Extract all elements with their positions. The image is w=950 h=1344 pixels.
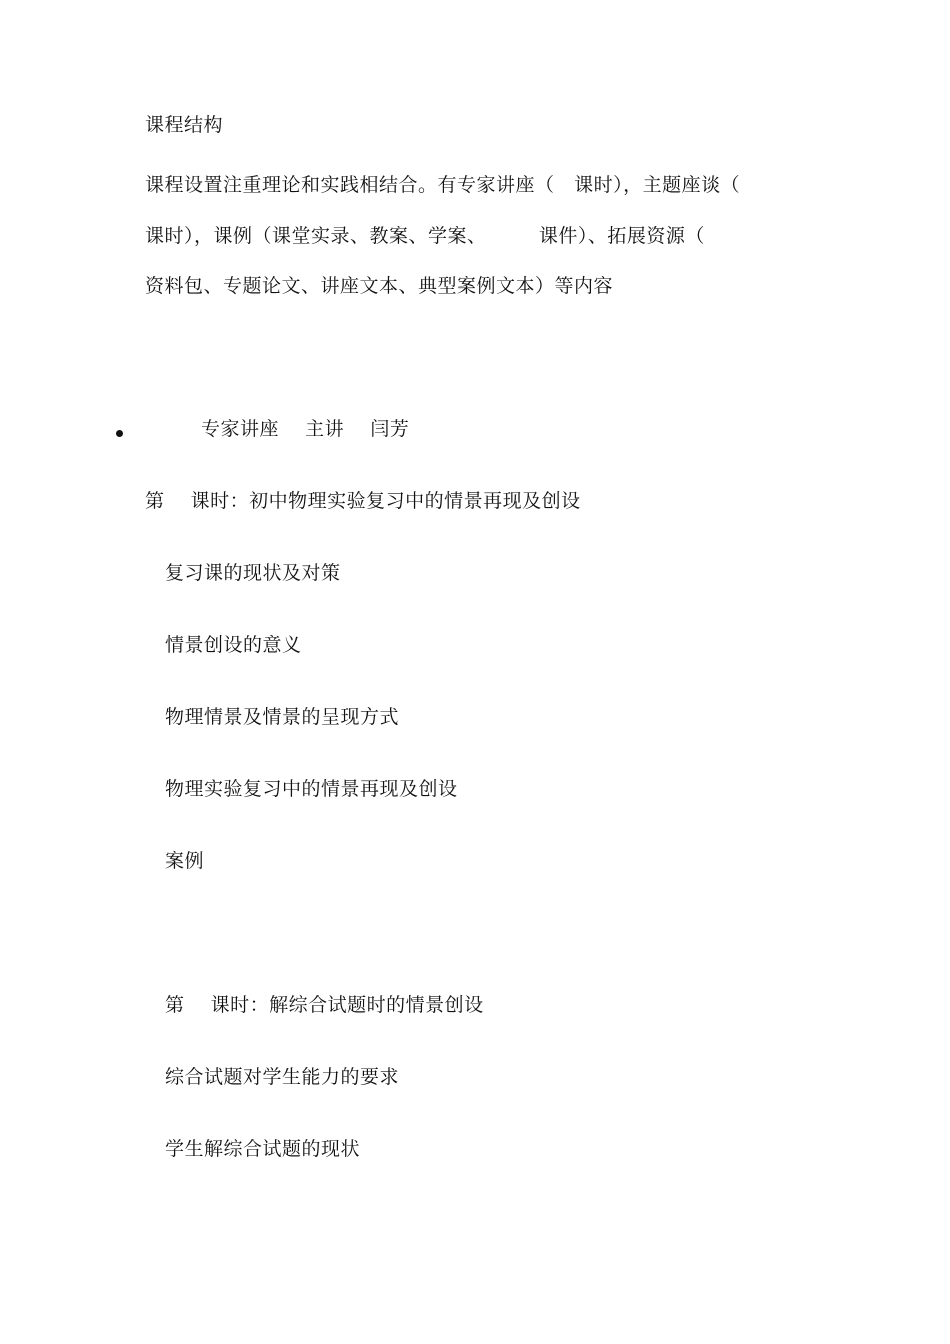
intro-paragraph-line-3: 资料包、专题论文、讲座文本、典型案例文本）等内容 bbox=[145, 275, 614, 297]
lesson-1-item: 复习课的现状及对策 bbox=[165, 562, 341, 584]
lesson-2-item: 学生解综合试题的现状 bbox=[165, 1138, 361, 1160]
lecture-header: 专家讲座 主讲 闫芳 bbox=[201, 418, 410, 440]
intro-paragraph-line-2: 课时），课例（课堂实录、教案、学案、 课件）、拓展资源（ bbox=[145, 225, 705, 247]
lesson-1-item: 情景创设的意义 bbox=[165, 634, 302, 656]
lesson-2-title: 第 课时：解综合试题时的情景创设 bbox=[165, 994, 484, 1016]
lesson-1-item: 物理实验复习中的情景再现及创设 bbox=[165, 778, 458, 800]
section-title: 课程结构 bbox=[145, 114, 224, 136]
lesson-1-item: 物理情景及情景的呈现方式 bbox=[165, 706, 400, 728]
lesson-1-item: 案例 bbox=[165, 850, 205, 872]
intro-paragraph-line-1: 课程设置注重理论和实践相结合。有专家讲座（ 课时），主题座谈（ bbox=[145, 174, 741, 196]
lesson-2-item: 综合试题对学生能力的要求 bbox=[165, 1066, 400, 1088]
bullet-dot-icon bbox=[116, 430, 123, 437]
lesson-1-title: 第 课时：初中物理实验复习中的情景再现及创设 bbox=[145, 490, 581, 512]
